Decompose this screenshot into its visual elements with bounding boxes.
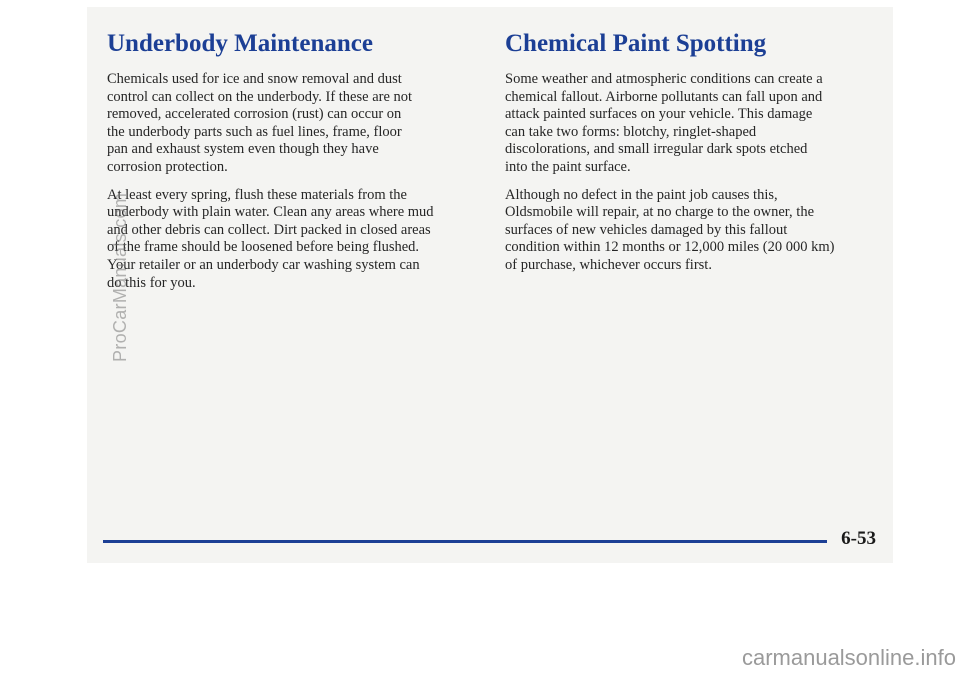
paragraph (107, 71, 477, 177)
text-line: control can collect on the underbody. If these are not (107, 88, 413, 105)
side-watermark: ProCarManuals.com (110, 192, 130, 362)
underbody-maintenance-section (107, 29, 477, 302)
text-line: underbody with plain water. Clean any areas where mud (107, 204, 434, 221)
text-line: the underbody parts such as fuel lines, frame, floor (107, 123, 402, 140)
text-line: Some weather and atmospheric conditions can create a (505, 71, 823, 87)
footer-rule (103, 540, 827, 543)
page-number: 6-53 (841, 528, 876, 549)
text-line: surfaces of new vehicles damaged by this fallout (505, 221, 788, 238)
text-line: and other debris can collect. Dirt packed in closed areas (107, 221, 431, 238)
text-line: chemical fallout. Airborne pollutants can fall upon and (505, 88, 823, 105)
text-line: of purchase, whichever occurs first. (505, 256, 712, 273)
section-heading: Chemical Paint Spotting (505, 30, 767, 57)
text-line: discolorations, and small irregular dark spots etched (505, 141, 808, 158)
text-line: can take two forms: blotchy, ringlet-shaped (505, 123, 757, 140)
text-line: do this for you. (107, 274, 196, 291)
text-line: pan and exhaust system even though they have (107, 141, 379, 158)
text-line: Although no defect in the paint job causes this, (505, 186, 778, 203)
text-line: into the paint surface. (505, 158, 631, 175)
text-line: Oldsmobile will repair, at no charge to the owner, the (505, 204, 815, 221)
section-heading: Underbody Maintenance (107, 30, 373, 57)
text-line: removed, accelerated corrosion (rust) can occur on (107, 106, 402, 123)
text-line: of the frame should be loosened before being flushed. (107, 239, 420, 256)
chemical-paint-spotting-section (505, 29, 875, 285)
text-line: condition within 12 months or 12,000 miles (20 000 km) (505, 239, 835, 256)
paragraph (505, 187, 875, 275)
manual-page (87, 7, 893, 563)
bottom-watermark: carmanualsonline.info (741, 645, 956, 670)
paragraph (505, 71, 875, 177)
paragraph (107, 187, 477, 293)
text-line: Chemicals used for ice and snow removal and dust (107, 71, 402, 87)
text-line: attack painted surfaces on your vehicle. This damage (505, 106, 813, 123)
text-line: Your retailer or an underbody car washing system can (107, 256, 420, 273)
text-line: corrosion protection. (107, 158, 228, 175)
text-line: At least every spring, flush these materials from the (107, 186, 407, 203)
